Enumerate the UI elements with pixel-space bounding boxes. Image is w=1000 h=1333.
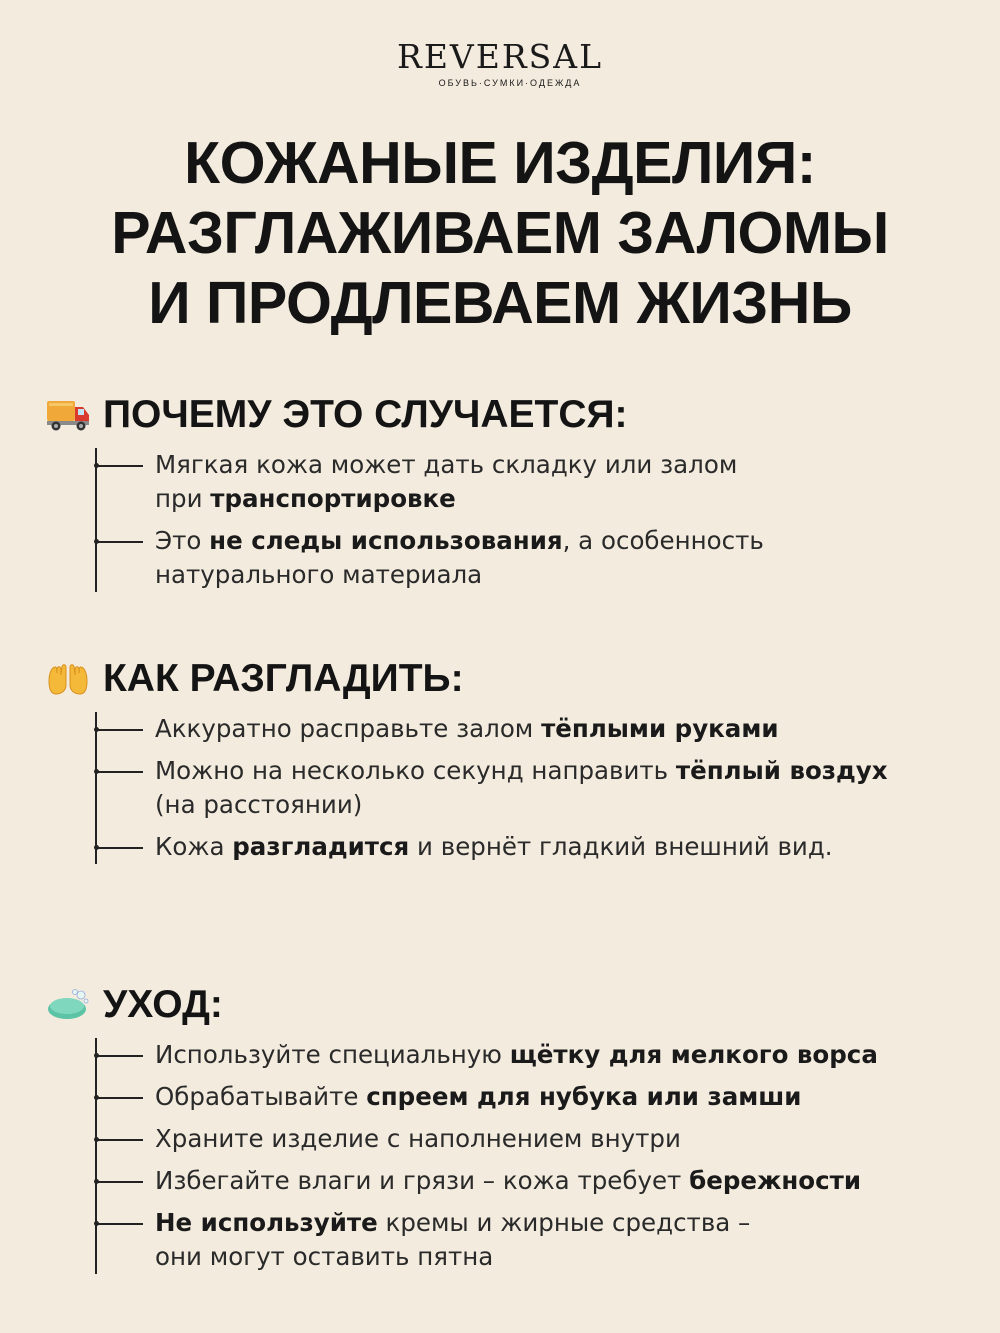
list-item: Храните изделие с наполнением внутри bbox=[95, 1122, 975, 1156]
title-line-2: РАЗГЛАЖИВАЕМ ЗАЛОМЫ bbox=[111, 200, 889, 266]
section-why-title: ПОЧЕМУ ЭТО СЛУЧАЕТСЯ: bbox=[103, 393, 628, 436]
soap-icon bbox=[45, 987, 91, 1023]
tree-branch bbox=[95, 1097, 143, 1099]
list-item: Это не следы использования, а особенность натурального материала bbox=[95, 524, 975, 592]
section-care-list bbox=[95, 1038, 975, 1274]
section-why bbox=[45, 392, 975, 592]
tree-branch bbox=[95, 541, 143, 543]
brand-tagline: ОБУВЬ·СУМКИ·ОДЕЖДА bbox=[438, 78, 582, 88]
title-line-1: КОЖАНЫЕ ИЗДЕЛИЯ: bbox=[184, 130, 816, 196]
brand-logo bbox=[0, 38, 1000, 88]
tree-branch bbox=[95, 1139, 143, 1141]
section-how bbox=[45, 656, 975, 864]
tree-branch bbox=[95, 847, 143, 849]
list-item: Используйте специальную щётку для мелкого ворса bbox=[95, 1038, 975, 1072]
list-item: Мягкая кожа может дать складку или залом при транспортировке bbox=[95, 448, 975, 516]
section-how-heading bbox=[45, 656, 975, 702]
title-line-3: И ПРОДЛЕВАЕМ ЖИЗНЬ bbox=[148, 270, 852, 336]
section-care-title: УХОД: bbox=[103, 983, 223, 1026]
tree-branch bbox=[95, 729, 143, 731]
page-title bbox=[0, 128, 1000, 338]
section-why-list bbox=[95, 448, 975, 592]
section-how-title: КАК РАЗГЛАДИТЬ: bbox=[103, 657, 464, 700]
list-item: Избегайте влаги и грязи – кожа требует бережности bbox=[95, 1164, 975, 1198]
section-care-heading bbox=[45, 982, 975, 1028]
list-item: Кожа разгладится и вернёт гладкий внешний вид. bbox=[95, 830, 975, 864]
tree-branch bbox=[95, 1223, 143, 1225]
tree-branch bbox=[95, 465, 143, 467]
list-item: Аккуратно расправьте залом тёплыми руками bbox=[95, 712, 975, 746]
tree-branch bbox=[95, 1181, 143, 1183]
tree-branch bbox=[95, 771, 143, 773]
tree-branch bbox=[95, 1055, 143, 1057]
brand-name: REVERSAL bbox=[396, 37, 604, 76]
list-item: Обрабатывайте спреем для нубука или замши bbox=[95, 1080, 975, 1114]
list-item: Не используйте кремы и жирные средства – они могут оставить пятна bbox=[95, 1206, 975, 1274]
open-hands-icon bbox=[45, 661, 91, 697]
section-why-heading bbox=[45, 392, 975, 438]
section-care bbox=[45, 982, 975, 1274]
section-how-list bbox=[95, 712, 975, 864]
delivery-truck-icon bbox=[45, 397, 91, 433]
list-item: Можно на несколько секунд направить тёплый воздух (на расстоянии) bbox=[95, 754, 975, 822]
